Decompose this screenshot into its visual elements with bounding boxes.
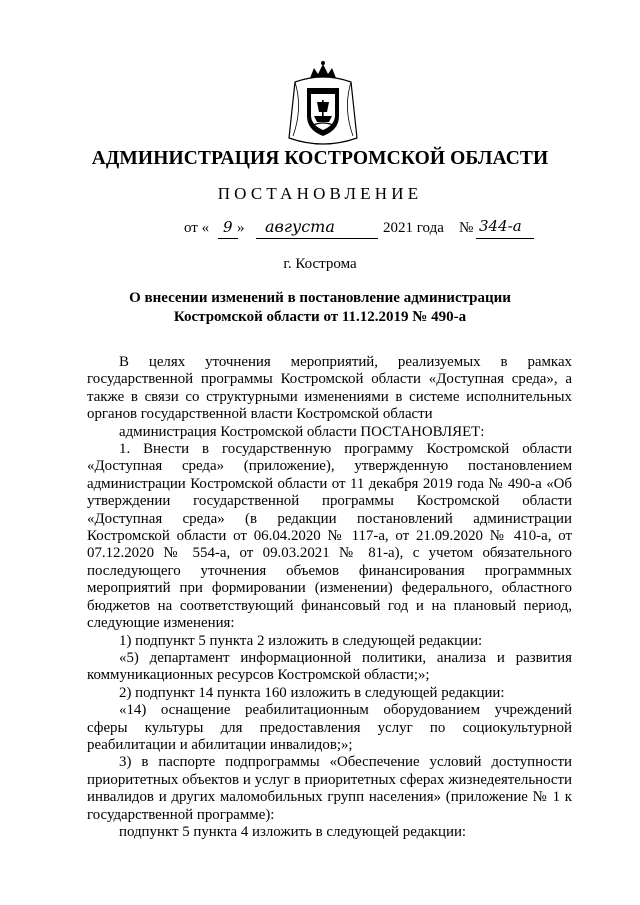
document-number: 344-а [479,217,522,235]
paragraph-item-1: 1. Внести в государственную программу Костромской области «Доступная среда» (приложение), утвержденную постановлением администрации Костромской области от 11 декабря 2019 года № 490-а «Об утверждении государственной программы Костромской области «Доступная среда» (в редакции постановлений администрации Костромской области от 06.04.2020 № 117-а, от 21.09.2020 № 410-а, от 07.12.2020 № 554-а, от 09.03.2021 № 81-а), с учетом обязательного последующего уточнения объемов финансирования программных мероприятий при формировании (изменении) федерального, областного бюджетов на соответствующий финансовый год и на плановый период, следующие изменения: [87,441,572,632]
number-underline [476,238,534,239]
paragraph-subitem-3-text: подпункт 5 пункта 4 изложить в следующей редакции: [119,823,467,840]
date-month: августа [265,217,335,236]
number-sign: № [459,220,474,236]
date-prefix: от « [184,220,210,236]
month-underline [256,238,378,239]
organization-title: АДМИНИСТРАЦИЯ КОСТРОМСКОЙ ОБЛАСТИ [91,148,549,169]
document-type-title: ПОСТАНОВЛЕНИЕ [217,184,423,203]
paragraph-preamble: В целях уточнения мероприятий, реализуемых в рамках государственной программы Костромской области «Доступная среда», а также в связи со структурными изменениями в системе исполнительных органов государственной власти Костромской области [87,354,572,423]
date-year: 2021 года [383,220,444,236]
coat-of-arms-emblem [283,58,363,146]
subject-line-1: О внесении изменений в постановление администрации [129,290,511,306]
day-underline [218,238,238,239]
paragraph-subitem-3: 3) в паспорте подпрограммы «Обеспечение условий доступности приоритетных объектов и услуг в приоритетных сферах жизнедеятельности инвалидов и других маломобильных групп населения» (приложение № 1 к государственной программе): [87,754,572,823]
paragraph-subitem-2-text: «14) оснащение реабилитационным оборудованием учреждений сферы культуры для предоставления услуг по социокультурной реабилитации и абилитации инвалидов;»; [87,702,572,753]
paragraph-subitem-1: 1) подпункт 5 пункта 2 изложить в следующей редакции: [119,632,483,649]
date-day: 9 [223,218,233,236]
city-name: г. Кострома [283,256,357,272]
paragraph-subitem-2: 2) подпункт 14 пункта 160 изложить в следующей редакции: [119,684,505,701]
subject-line-2: Костромской области от 11.12.2019 № 490-а [173,309,467,325]
paragraph-subitem-1-text: «5) департамент информационной политики, анализа и развития коммуникационных ресурсов Костромской области;»; [87,649,572,684]
document-body [87,354,572,841]
date-close-quote: » [237,220,245,236]
document-subject [0,289,640,327]
date-number-line [0,217,640,244]
paragraph-resolves: администрация Костромской области ПОСТАНОВЛЯЕТ: [119,423,485,440]
